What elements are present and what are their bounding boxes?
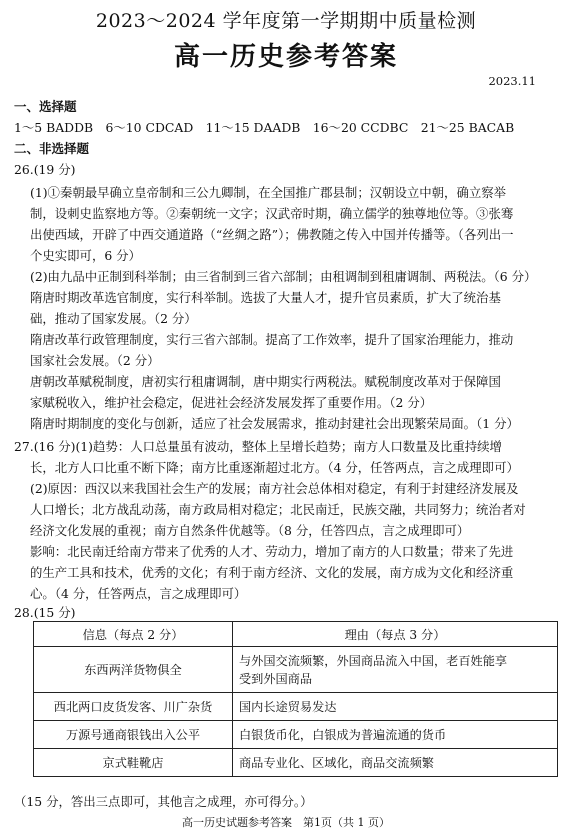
mc-answers: 1～5 BADDB 6～10 CDCAD 11～15 DAADB 16～20 CCDBC 21～25 BACAB — [14, 120, 515, 135]
table-cell-info: 西北两口皮货发客、川广杂货 — [34, 693, 233, 721]
table-row — [34, 749, 558, 777]
table-cell-info: 东西两洋货物俱全 — [34, 647, 233, 693]
q26-line: (1)①秦朝最早确立皇帝制和三公九卿制，在全国推广郡县制；汉朝设立中朝，确立察举 — [30, 185, 507, 200]
section2-heading: 二、非选择题 — [14, 141, 90, 156]
q26-line: 隋唐时期制度的变化与创新，适应了社会发展需求，推动封建社会出现繁荣局面。（1 分） — [30, 416, 519, 431]
table-cell-reason: 商品专业化、区域化，商品交流频繁 — [233, 749, 558, 777]
q26-line: (2)由九品中正制到科举制；由三省制到三省六部制；由租调制到租庸调制、两税法。（6 分） — [30, 269, 537, 284]
q26-line: 出使西域，开辟了中西交通道路（“丝绸之路”）；佛教随之传入中国并传播等。（各列出一 — [30, 227, 514, 242]
q26-label: 26.(19 分) — [14, 162, 76, 177]
q26-line: 制，设刺史监察地方等。②秦朝统一文字；汉武帝时期，确立儒学的独尊地位等。③张骞 — [30, 206, 514, 221]
q26-line: 国家社会发展。（2 分） — [30, 353, 160, 368]
q27-line: 心。（4 分，任答两点，言之成理即可） — [30, 586, 247, 601]
q26-line: 个史实即可，6 分） — [30, 248, 141, 263]
q27-line: 影响：北民南迁给南方带来了优秀的人才、劳动力，增加了南方的人口数量；带来了先进 — [30, 544, 514, 559]
q28-label: 28.(15 分) — [14, 605, 76, 620]
q26-line: 础，推动了国家发展。（2 分） — [30, 311, 197, 326]
q27-line: 人口增长；北方战乱动荡，南方政局相对稳定；北民南迁，民族交融，共同努力；统治者对 — [30, 502, 526, 517]
table-cell-info: 万源号通商银钱出入公平 — [34, 721, 233, 749]
table-header-reason: 理由（每点 3 分） — [233, 622, 558, 647]
q27-line: 长，北方人口比重不断下降；南方比重逐渐超过北方。（4 分，任答两点，言之成理即可） — [30, 460, 519, 475]
page-footer: 高一历史试题参考答案 第1页（共 1 页） — [182, 816, 390, 829]
q26-line: 隋唐改革行政管理制度，实行三省六部制。提高了工作效率，提升了国家治理能力，推动 — [30, 332, 514, 347]
exam-date: 2023.11 — [488, 74, 536, 88]
reason-line: 受到外国商品 — [239, 671, 313, 686]
q28-scoring-note: （15 分，答出三点即可，其他言之成理，亦可得分。） — [14, 794, 313, 809]
q27-line: 的生产工具和技术，优秀的文化；有利于南方经济、文化的发展，南方成为文化和经济重 — [30, 565, 514, 580]
q28-answer-table — [33, 621, 558, 777]
q26-line: 隋唐时期改革选官制度，实行科举制。选拔了大量人才，提升官员素质，扩大了统治基 — [30, 290, 501, 305]
section1-heading: 一、选择题 — [14, 99, 77, 114]
table-cell-reason — [233, 647, 558, 693]
exam-title-line2: 高一历史参考答案 — [173, 42, 398, 72]
q27-line: 经济文化发展的重视；南方自然条件优越等。（8 分，任答四点，言之成理即可） — [30, 523, 470, 538]
table-cell-info: 京式鞋靴店 — [34, 749, 233, 777]
table-header-info: 信息（每点 2 分） — [34, 622, 233, 647]
table-cell-reason: 国内长途贸易发达 — [233, 693, 558, 721]
q26-line: 唐朝改革赋税制度，唐初实行租庸调制，唐中期实行两税法。赋税制度改革对于保障国 — [30, 374, 501, 389]
exam-title-line1: 2023～2024 学年度第一学期期中质量检测 — [95, 10, 477, 32]
table-row — [34, 693, 558, 721]
table-row — [34, 721, 558, 749]
q27-first-line: 27.(16 分)(1)趋势：人口总量虽有波动，整体上呈增长趋势；南方人口数量及比重持续增 — [14, 439, 502, 454]
table-header-row — [34, 622, 558, 647]
table-cell-reason: 白银货币化，白银成为普遍流通的货币 — [233, 721, 558, 749]
reason-line: 与外国交流频繁，外国商品流入中国，老百姓能享 — [239, 653, 508, 668]
q26-line: 家赋税收入，维护社会稳定，促进社会经济发展发挥了重要作用。（2 分） — [30, 395, 433, 410]
table-row — [34, 647, 558, 693]
q27-line: (2)原因：西汉以来我国社会生产的发展；南方社会总体相对稳定，有利于封建经济发展及 — [30, 481, 519, 496]
